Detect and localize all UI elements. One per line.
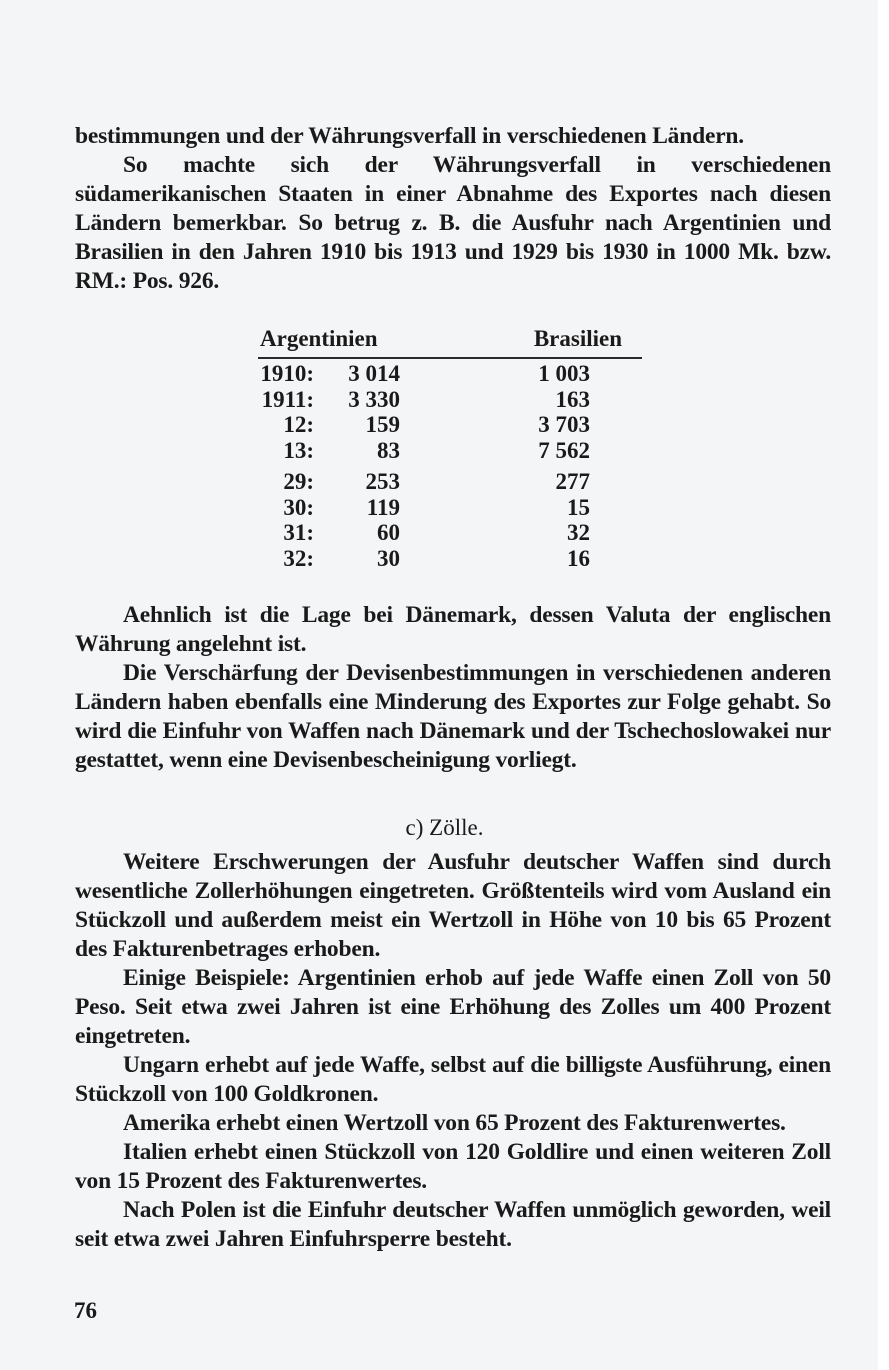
cell-argentinien: 30 [377, 545, 400, 571]
cell-year: 13: [283, 437, 314, 463]
cell-year: 12: [283, 412, 314, 437]
cell-brasilien: 163 [555, 386, 590, 412]
paragraph-denmark: Aehnlich ist die Lage bei Dänemark, dessen Valuta der englischen Währung angelehnt ist. [75, 602, 831, 657]
table-row [258, 520, 642, 546]
table-row [258, 412, 642, 438]
header-argentinien: Argentinien [260, 326, 378, 351]
middle-text [75, 601, 831, 775]
header-brasilien: Brasilien [533, 326, 622, 351]
paragraph-tariff-increases: Weitere Erschwerungen der Ausfuhr deutscher Waffen sind durch wesentliche Zollerhöhungen eingetreten. Größtenteils wird vom Ausland ein Stückzoll und außerdem meist ein Wertzoll in Höhe von 10 bis 65 Prozent des Fakturenbetrages erhoben. [75, 849, 831, 962]
cell-brasilien: 32 [567, 520, 590, 545]
table-row [258, 546, 642, 572]
paragraph-argentina-tariff: Einige Beispiele: Argentinien erhob auf jede Waffe einen Zoll von 50 Peso. Seit etwa zwei Jahren ist eine Erhöhung des Zolles um 400 Prozent eingetreten. [75, 965, 831, 1049]
export-table [258, 326, 642, 571]
paragraph-currency-decline: So machte sich der Währungsverfall in verschiedenen südamerikanischen Staaten in einer Abnahme des Exportes nach diesen Ländern bemerkbar. So betrug z. B. die Ausfuhr nach Argentinien und Brasilien in den Jahren 1910 bis 1913 und 1929 bis 1930 in 1000 Mk. bzw. RM.: Pos. 926. [75, 152, 831, 294]
cell-argentinien: 83 [377, 437, 400, 463]
cell-brasilien: 16 [567, 545, 590, 571]
cell-argentinien: 60 [377, 520, 400, 545]
cell-year: 29: [283, 469, 314, 494]
page-number: 76 [74, 1298, 97, 1323]
cell-brasilien: 7 562 [538, 437, 590, 463]
paragraph-hungary-tariff: Ungarn erhebt auf jede Waffe, selbst auf die billigste Ausführung, einen Stückzoll von 100 Goldkronen. [75, 1052, 831, 1107]
cell-argentinien: 253 [365, 469, 400, 494]
section-heading: c) Zölle. [405, 815, 484, 840]
cell-year: 30: [283, 494, 314, 520]
cell-argentinien: 159 [365, 412, 400, 437]
table-row [258, 438, 642, 464]
table-header [258, 326, 642, 354]
table-row [258, 387, 642, 413]
table-row [258, 469, 642, 495]
table-row [258, 361, 642, 387]
paragraph-poland-ban: Nach Polen ist die Einfuhr deutscher Waffen unmöglich geworden, weil seit etwa zwei Jahren Einfuhrsperre besteht. [75, 1197, 831, 1252]
cell-argentinien: 119 [366, 494, 400, 520]
paragraph-continuation: bestimmungen und der Währungsverfall in verschiedenen Ländern. [75, 123, 744, 149]
paragraph-italy-tariff: Italien erhebt einen Stückzoll von 120 Goldlire und einen weiteren Zoll von 15 Prozent des Fakturenwertes. [75, 1139, 831, 1194]
page-edge [878, 0, 889, 1370]
cell-brasilien: 277 [555, 469, 590, 494]
cell-year: 1910: [260, 361, 314, 386]
cell-argentinien: 3 330 [348, 386, 400, 412]
table-row [258, 495, 642, 521]
intro-text [75, 122, 831, 296]
cell-brasilien: 3 703 [538, 412, 590, 437]
cell-brasilien: 15 [567, 494, 590, 520]
cell-year: 32: [283, 545, 314, 571]
cell-year: 1911: [261, 386, 314, 412]
cell-year: 31: [283, 520, 314, 545]
tariffs-text [75, 848, 831, 1254]
header-rule [258, 357, 642, 359]
paragraph-currency-controls: Die Verschärfung der Devisenbestimmungen in verschiedenen anderen Ländern haben ebenfalls eine Minderung des Exportes zur Folge gehabt. So wird die Einfuhr von Waffen nach Dänemark und der Tschechoslowakei nur gestattet, wenn eine Devisenbescheinigung vorliegt. [75, 660, 831, 773]
paragraph-america-tariff: Amerika erhebt einen Wertzoll von 65 Prozent des Fakturenwertes. [123, 1110, 786, 1136]
cell-brasilien: 1 003 [538, 361, 590, 386]
cell-argentinien: 3 014 [348, 361, 400, 386]
